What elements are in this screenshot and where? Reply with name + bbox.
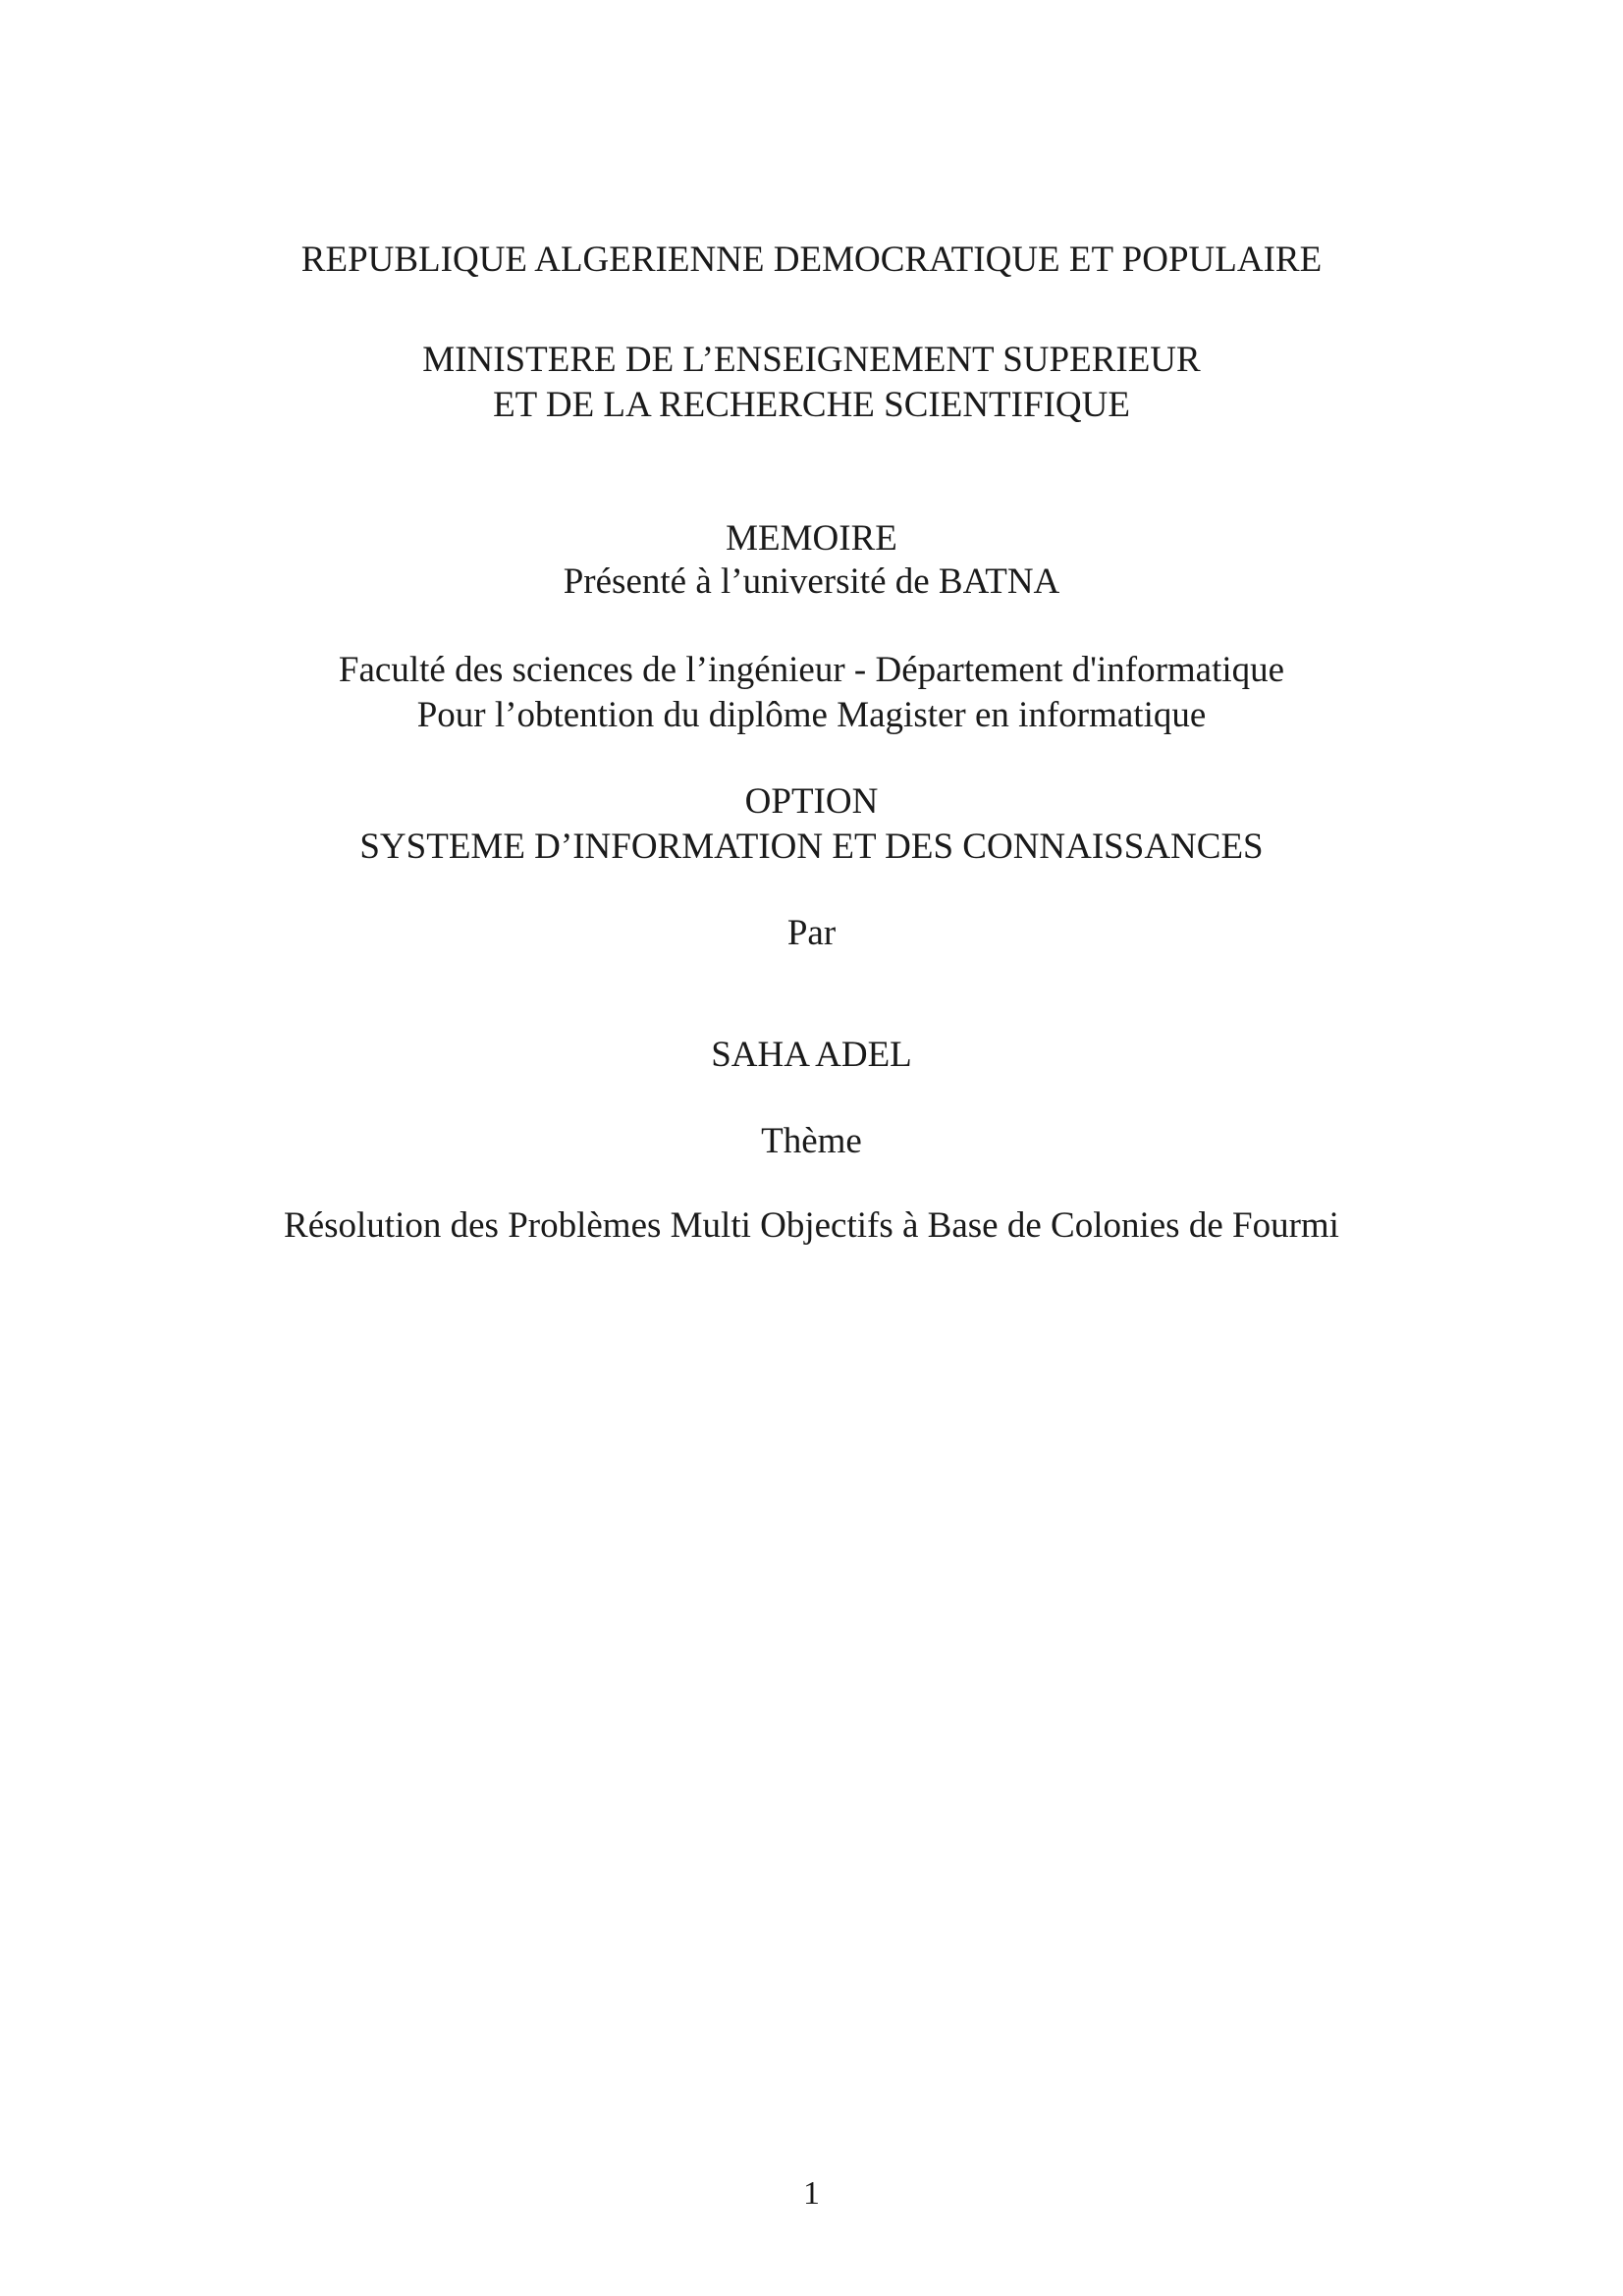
document-type: MEMOIRE: [726, 518, 897, 559]
ministry-heading-line1: MINISTERE DE L’ENSEIGNEMENT SUPERIEUR: [422, 340, 1201, 380]
option-name: SYSTEME D’INFORMATION ET DES CONNAISSANCES: [359, 827, 1264, 867]
thesis-title: Résolution des Problèmes Multi Objectifs à Base de Colonies de Fourmi: [284, 1205, 1339, 1246]
presented-at: Présenté à l’université de BATNA: [563, 561, 1060, 602]
theme-label: Thème: [761, 1121, 862, 1161]
author-name: SAHA ADEL: [711, 1035, 912, 1075]
ministry-heading-line2: ET DE LA RECHERCHE SCIENTIFIQUE: [493, 385, 1130, 425]
degree-statement: Pour l’obtention du diplôme Magister en informatique: [416, 695, 1207, 735]
republic-heading: REPUBLIQUE ALGERIENNE DEMOCRATIQUE ET POPULAIRE: [300, 240, 1323, 280]
page-number: 1: [803, 2175, 820, 2212]
option-label: OPTION: [744, 781, 879, 822]
faculty-department: Faculté des sciences de l’ingénieur - Département d'informatique: [338, 650, 1285, 690]
by-label: Par: [786, 913, 837, 953]
